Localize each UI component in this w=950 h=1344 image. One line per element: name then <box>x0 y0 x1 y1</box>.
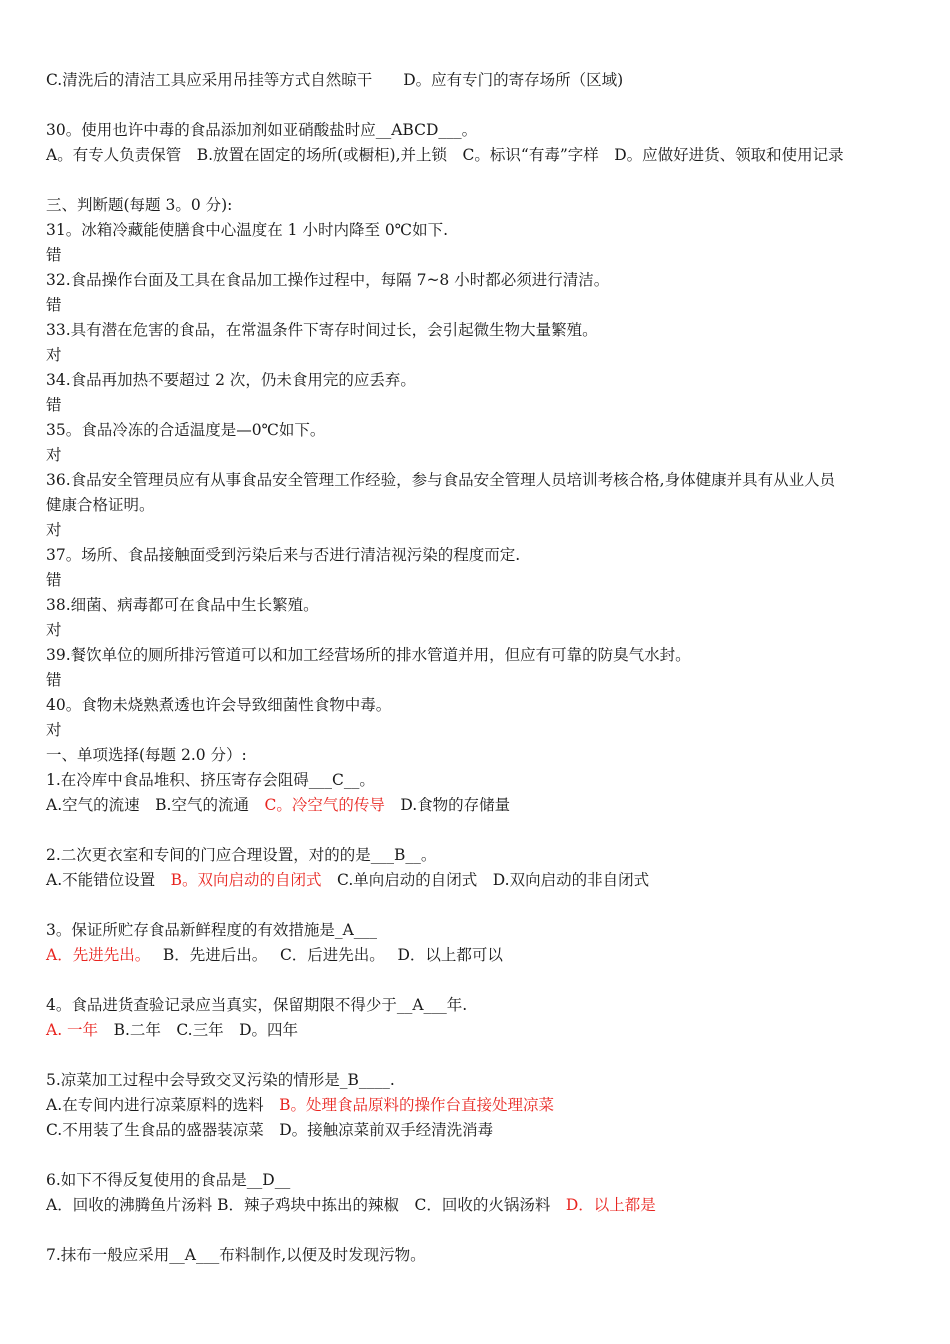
question-33: 33.具有潜在危害的食品，在常温条件下寄存时间过长，会引起微生物大量繁殖。 <box>46 321 598 339</box>
option-text: A.在专间内进行凉菜原料的选料 <box>46 1096 280 1114</box>
options-30: A。有专人负责保管 B.放置在固定的场所(或橱柜),并上锁 C。标识“有毒”字样 D。应做好进货、领取和使用记录 <box>46 146 844 164</box>
section-heading-judgement: 三、判断题(每题 3。0 分): <box>46 196 233 214</box>
question-32: 32.食品操作台面及工具在食品加工操作过程中，每隔 7~8 小时都必须进行清洁。 <box>46 271 610 289</box>
options-5-line2: C.不用装了生食品的盛器装凉菜 D。接触凉菜前双手经清洗消毒 <box>46 1121 494 1139</box>
option-text: B.二年 C.三年 D。四年 <box>98 1021 299 1039</box>
option-text: D.食物的存储量 <box>384 796 511 814</box>
question-31: 31。冰箱冷藏能使膳食中心温度在 1 小时内降至 0℃如下. <box>46 221 448 239</box>
question-3: 3。保证所贮存食品新鲜程度的有效措施是_A___ <box>46 921 378 939</box>
answer-35: 对 <box>46 446 62 464</box>
section-heading-single-choice: 一、单项选择(每题 2.0 分）: <box>46 746 247 764</box>
options-1 <box>46 795 510 815</box>
question-38: 38.细菌、病毒都可在食品中生长繁殖。 <box>46 596 319 614</box>
options-4 <box>46 1020 298 1040</box>
correct-option: A. 一年 <box>46 1021 99 1039</box>
question-40: 40。食物未烧熟煮透也许会导致细菌性食物中毒。 <box>46 696 392 714</box>
correct-option: B。处理食品原料的操作台直接处理凉菜 <box>279 1096 555 1114</box>
correct-option: D．以上都是 <box>565 1196 656 1214</box>
option-text: A.不能错位设置 <box>46 871 171 889</box>
options-5-line1 <box>46 1095 554 1115</box>
correct-option: B。双向启动的自闭式 <box>170 871 322 889</box>
options-3 <box>46 945 503 965</box>
answer-38: 对 <box>46 621 62 639</box>
question-36-continued: 健康合格证明。 <box>46 496 155 514</box>
answer-34: 错 <box>46 396 62 414</box>
option-text: A．回收的沸腾鱼片汤料 B．辣子鸡块中拣出的辣椒 C．回收的火锅汤料 <box>46 1196 566 1214</box>
question-6: 6.如下不得反复使用的食品是__D__ <box>46 1171 291 1189</box>
answer-39: 错 <box>46 671 62 689</box>
option-text: C.单向启动的自闭式 D.双向启动的非自闭式 <box>321 871 650 889</box>
option-line: C.清洗后的清洁工具应采用吊挂等方式自然晾干 D。应有专门的寄存场所（区域) <box>46 71 624 89</box>
question-34: 34.食品再加热不要超过 2 次，仍未食用完的应丢弃。 <box>46 371 416 389</box>
answer-32: 错 <box>46 296 62 314</box>
answer-31: 错 <box>46 246 62 264</box>
option-text: A.空气的流速 B.空气的流通 <box>46 796 265 814</box>
question-1: 1.在冷库中食品堆积、挤压寄存会阻碍___C__。 <box>46 771 375 789</box>
question-2: 2.二次更衣室和专间的门应合理设置，对的的是___B__。 <box>46 846 437 864</box>
question-5: 5.凉菜加工过程中会导致交叉污染的情形是_B____. <box>46 1071 395 1089</box>
options-2 <box>46 870 649 890</box>
question-37: 37。场所、食品接触面受到污染后来与否进行清洁视污染的程度而定. <box>46 546 521 564</box>
question-36: 36.食品安全管理员应有从事食品安全管理工作经验，参与食品安全管理人员培训考核合格,身体健康并具有从业人员 <box>46 471 836 489</box>
question-39: 39.餐饮单位的厕所排污管道可以和加工经营场所的排水管道并用，但应有可靠的防臭气水封。 <box>46 646 691 664</box>
answer-40: 对 <box>46 721 62 739</box>
question-7: 7.抹布一般应采用__A___布料制作,以便及时发现污物。 <box>46 1246 426 1264</box>
question-4: 4。食品进货查验记录应当真实，保留期限不得少于__A___年. <box>46 996 468 1014</box>
answer-36: 对 <box>46 521 62 539</box>
correct-option: C。冷空气的传导 <box>264 796 385 814</box>
correct-option: A．先进先出。 <box>46 946 143 964</box>
answer-37: 错 <box>46 571 62 589</box>
answer-33: 对 <box>46 346 62 364</box>
question-35: 35。食品冷冻的合适温度是—0℃如下。 <box>46 421 326 439</box>
options-6 <box>46 1195 656 1215</box>
question-30: 30。使用也许中毒的食品添加剂如亚硝酸盐时应__ABCD___。 <box>46 121 478 139</box>
option-text: B．先进后出。 C．后进先出。 D．以上都可以 <box>142 946 503 964</box>
